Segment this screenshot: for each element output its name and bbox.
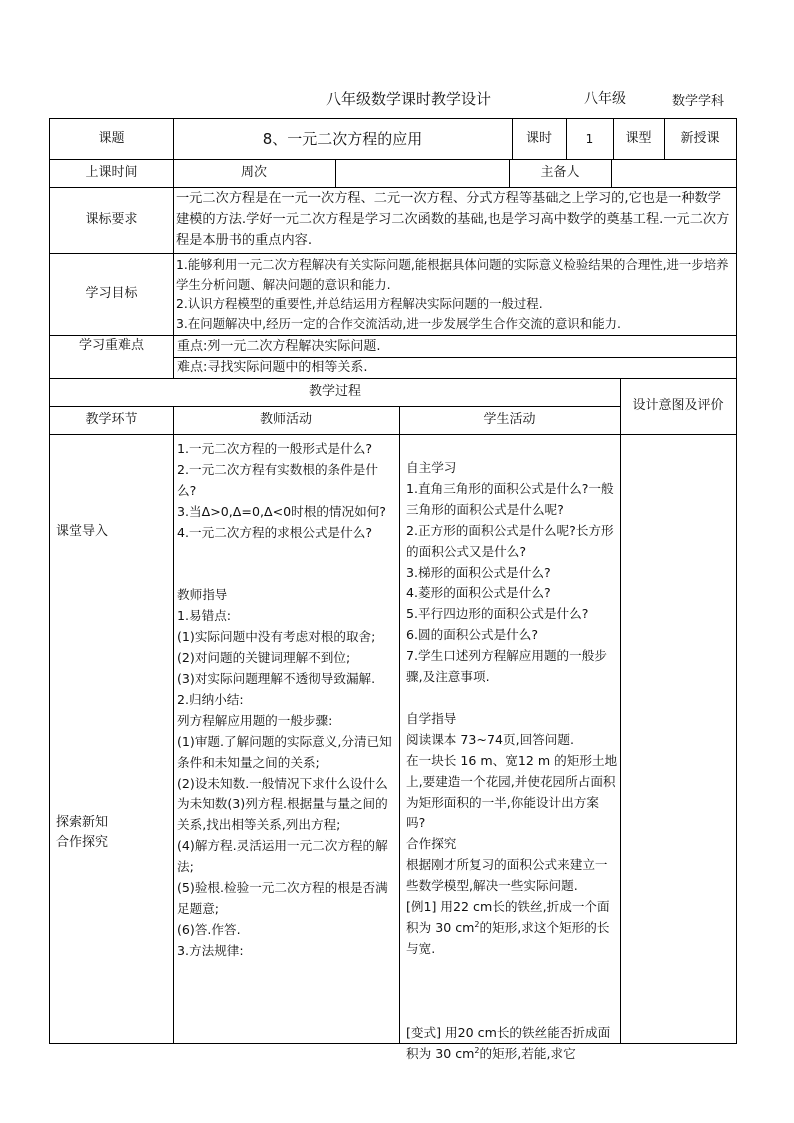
stage-explore-line: 合作探究 [56,835,109,850]
focus-label: 学习重难点 [78,338,144,353]
col-divider [620,378,621,1043]
type-value: 新授课 [680,131,720,146]
stage-explore [56,813,171,853]
student-activities-text: 自主学习 1.直角三角形的面积公式是什么?一般三角形的面积公式是什么呢? 2.正方形的面积公式是什么呢?长方形的面积公式又是什么? 3.梯形的面积公式是什么? 4.菱形的面积公式是什么? 5.平行四边形的面积公式是什么? 6.圆的面积公式是什么? 7.学生口述列方程解应用题的一般步骤,及注意事项. 自学指导 阅读课本 73~74页,回答问题. 在一块长 16 m、宽12 m 的矩形土地上,要建造一个花园,并使花园所占面积为矩形面积的一半,你能设计出方案吗? 合作探究 根据刚才所复习的面积公式来建立一些数学模型,解决一些实际问题. [406,460,618,894]
hours-label: 课时 [525,131,552,146]
variant-problem: [变式] 用20 cm长的铁丝能否折成面积为 30 $cm^2$的矩形,若能,求它 [406,1024,611,1061]
topic-label: 课题 [98,131,125,146]
goal-item: 3.在问题解决中,经历一定的合作交流活动,进一步发展学生合作交流的意识和能力. [176,315,621,331]
col-header-teacher: 教师活动 [259,412,312,427]
grade-label: 八年级 [584,91,626,107]
goal-item: 1.能够利用一元二次方程解决有关实际问题,能根据具体问题的实际意义检验结果的合理性,进一步培养学生分析问题、解决问题的意识和能力. [176,257,729,292]
week-label: 周次 [240,165,267,180]
topic-value: 8、一元二次方程的应用 [262,130,423,148]
row-divider [50,434,736,435]
col-divider [173,406,174,1043]
col-header-design: 设计意图及评价 [632,398,724,413]
col-divider [611,159,612,187]
spacer [406,960,618,1023]
stage-intro: 课堂导入 [56,524,109,539]
standard-label: 课标要求 [85,212,138,227]
key-point: 重点:列一元二次方程解决实际问题. [177,339,381,354]
teacher-activities: 1.一元二次方程的一般形式是什么? 2.一元二次方程有实数根的条件是什么? 3.当Δ>0,Δ=0,Δ<0时根的情况如何? 4.一元二次方程的求根公式是什么? 教师指导 1.易错点: (1)实际问题中没有考虑对根的取舍; (2)对问题的关键词理解不到位; (3)对实际问题理解不透彻导致漏解. 2.归纳小结: 列方程解应用题的一般步骤: (1)审题.了解问题的实际意义,分清已知条件和未知量之间的关系; (2)设未知数.一般情况下求什么设什么为未知数(3)列方程.根据量与量之间的关系,找出相等关系,列出方程; (4)解方程.灵活运用一元二次方程的解法; (5)验根.检验一元二次方程的根是否满足题意; (6)答.作答. 3.方法规律: [177,441,392,958]
process-title: 教学过程 [308,384,361,399]
type-label: 课型 [625,131,652,146]
lesson-plan-table [49,118,737,1061]
document-header [0,88,794,110]
goal-item: 2.认识方程模型的重要性,并总结运用方程解决实际问题的一般过程. [176,296,543,311]
col-divider [399,406,400,1043]
stage-explore-line: 探索新知 [56,815,109,830]
preparer-label: 主备人 [540,165,580,180]
col-header-stage: 教学环节 [85,412,138,427]
document-title: 八年级数学课时教学设计 [326,90,492,108]
example-problem: [例1] 用22 cm长的铁丝,折成一个面积为 30 $cm^2$的矩形,求这个矩形的长与宽. [406,899,610,956]
hours-value: 1 [585,132,594,146]
col-header-student: 学生活动 [483,412,536,427]
standard-text: 一元二次方程是在一元一次方程、二元一次方程、分式方程等基础之上学习的,它也是一种数学建模的方法.学好一元二次方程是学习二次函数的基础,也是学习高中数学的奠基工程.一元二次方程是本册书的重点内容. [176,191,730,248]
difficulty-point: 难点:寻找实际问题中的相等关系. [177,360,368,375]
goals-label: 学习目标 [85,286,138,301]
student-activities [406,458,618,1065]
col-divider [335,159,336,187]
goals-list [176,255,734,335]
class-time-label: 上课时间 [85,165,138,180]
subject-label: 数学学科 [672,94,725,109]
